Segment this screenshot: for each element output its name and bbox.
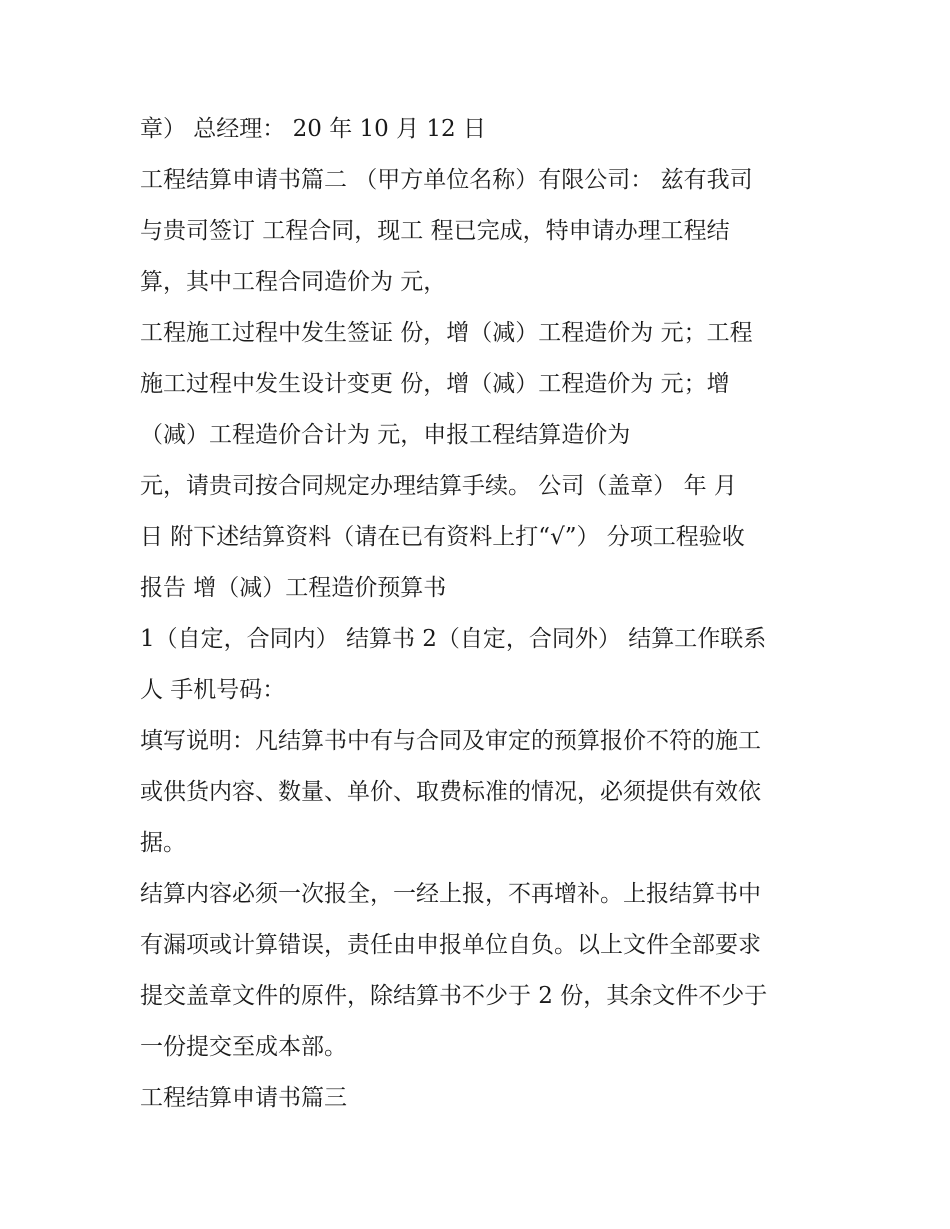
- text-line: 工程结算申请书篇二 （甲方单位名称）有限公司： 兹有我司: [140, 167, 753, 193]
- text-line: 填写说明：凡结算书中有与合同及审定的预算报价不符的施工: [140, 728, 761, 754]
- text-line: （减）工程造价合计为 元，申报工程结算造价为: [140, 422, 631, 448]
- text-line: 元，请贵司按合同规定办理结算手续。 公司（盖章） 年 月: [140, 473, 737, 499]
- section-heading: 工程结算申请书篇三: [140, 1085, 347, 1111]
- text-line: 工程施工过程中发生签证 份，增（减）工程造价为 元；工程: [140, 320, 753, 346]
- text-line: 1（自定，合同内） 结算书 2（自定，合同外） 结算工作联系: [140, 626, 767, 652]
- text-line: 提交盖章文件的原件，除结算书不少于 2 份，其余文件不少于: [140, 983, 768, 1009]
- text-line: 或供货内容、数量、单价、取费标准的情况，必须提供有效依: [140, 779, 761, 805]
- text-line: 与贵司签订 工程合同，现工 程已完成，特申请办理工程结: [140, 218, 730, 244]
- text-line: 一份提交至成本部。: [140, 1034, 347, 1060]
- text-line: 施工过程中发生设计变更 份，增（减）工程造价为 元；增: [140, 371, 730, 397]
- text-line: 章） 总经理： 20 年 10 月 12 日: [140, 116, 486, 142]
- text-line: 算，其中工程合同造价为 元，: [140, 269, 447, 295]
- text-line: 日 附下述结算资料（请在已有资料上打“√”） 分项工程验收: [140, 524, 745, 550]
- text-line: 有漏项或计算错误，责任由申报单位自负。以上文件全部要求: [140, 932, 761, 958]
- text-line: 人 手机号码：: [140, 677, 286, 703]
- document-body: [140, 104, 820, 1124]
- text-line: 结算内容必须一次报全，一经上报，不再增补。上报结算书中: [140, 881, 761, 907]
- text-line: 报告 增（减）工程造价预算书: [140, 575, 447, 601]
- text-line: 据。: [140, 830, 186, 856]
